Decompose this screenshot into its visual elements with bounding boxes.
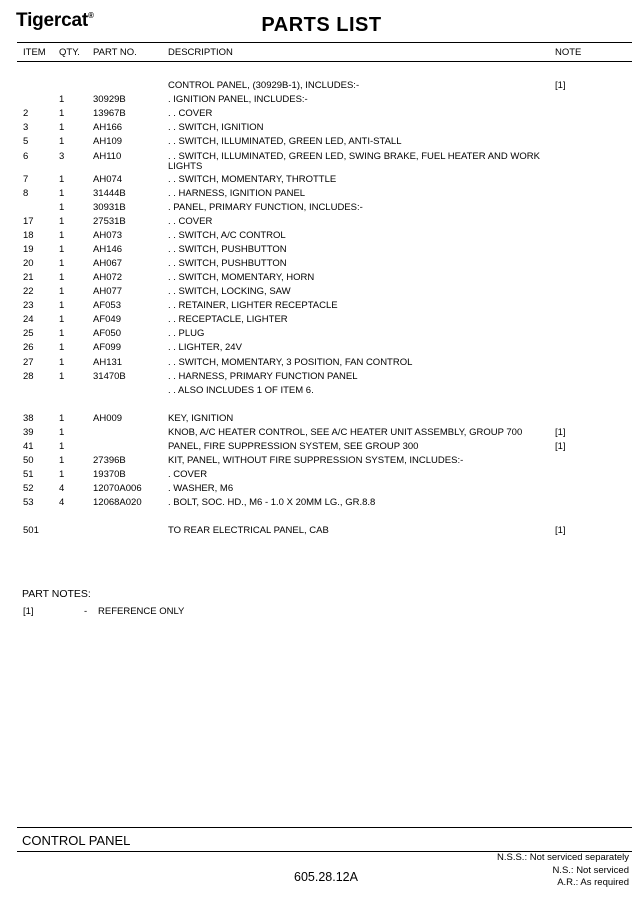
qty-cell: 1 — [59, 427, 65, 438]
item-cell: 27 — [23, 357, 34, 368]
description-cell: . . SWITCH, ILLUMINATED, GREEN LED, ANTI-STALL — [168, 136, 402, 147]
part-no-cell: 27396B — [93, 455, 126, 466]
item-cell: 20 — [23, 258, 34, 269]
part-no-cell: AH131 — [93, 357, 123, 368]
item-cell: 2 — [23, 108, 29, 119]
item-cell: 3 — [23, 122, 29, 133]
qty-cell: 1 — [59, 216, 65, 227]
item-cell: 24 — [23, 314, 34, 325]
item-cell: 7 — [23, 174, 29, 185]
description-cell: . IGNITION PANEL, INCLUDES:- — [168, 94, 308, 105]
column-header-item: ITEM — [23, 47, 46, 58]
description-cell: KIT, PANEL, WITHOUT FIRE SUPPRESSION SYSTEM, INCLUDES:- — [168, 455, 464, 466]
item-cell: 19 — [23, 244, 34, 255]
description-cell: CONTROL PANEL, (30929B-1), INCLUDES:- — [168, 80, 360, 91]
qty-cell: 1 — [59, 202, 65, 213]
part-no-cell: AF053 — [93, 300, 121, 311]
part-no-cell: 12070A006 — [93, 483, 142, 494]
column-header-note: NOTE — [555, 47, 582, 58]
legend-ar: A.R.: As required — [557, 877, 629, 888]
qty-cell: 1 — [59, 174, 65, 185]
item-cell: 51 — [23, 469, 34, 480]
qty-cell: 1 — [59, 230, 65, 241]
description-cell: . . COVER — [168, 108, 213, 119]
item-cell: 26 — [23, 342, 34, 353]
description-cell: . COVER — [168, 469, 208, 480]
part-no-cell: 13967B — [93, 108, 126, 119]
item-cell: 53 — [23, 497, 34, 508]
qty-cell: 1 — [59, 328, 65, 339]
qty-cell: 1 — [59, 94, 65, 105]
item-cell: 17 — [23, 216, 34, 227]
qty-cell: 1 — [59, 357, 65, 368]
qty-cell: 1 — [59, 244, 65, 255]
note-cell: [1] — [555, 441, 566, 452]
description-cell: . . PLUG — [168, 328, 205, 339]
table-header — [17, 42, 632, 62]
part-no-cell: AH110 — [93, 151, 122, 162]
description-cell: KNOB, A/C HEATER CONTROL, SEE A/C HEATER UNIT ASSEMBLY, GROUP 700 — [168, 427, 523, 438]
part-no-cell: AF099 — [93, 342, 121, 353]
item-cell: 28 — [23, 371, 34, 382]
description-cell: . . SWITCH, ILLUMINATED, GREEN LED, SWING BRAKE, FUEL HEATER AND WORK LIGHTS — [168, 151, 540, 172]
description-cell: TO REAR ELECTRICAL PANEL, CAB — [168, 525, 329, 536]
footer-box — [17, 827, 632, 852]
part-no-cell: AH067 — [93, 258, 123, 269]
description-cell: . . SWITCH, A/C CONTROL — [168, 230, 286, 241]
note-cell: [1] — [555, 80, 566, 91]
qty-cell: 1 — [59, 258, 65, 269]
item-cell: 41 — [23, 441, 34, 452]
column-header-qty: QTY. — [59, 47, 80, 58]
description-cell: . . RETAINER, LIGHTER RECEPTACLE — [168, 300, 338, 311]
part-no-cell: 19370B — [93, 469, 126, 480]
column-header-part-no: PART NO. — [93, 47, 137, 58]
qty-cell: 1 — [59, 314, 65, 325]
part-no-cell: AH072 — [93, 272, 123, 283]
qty-cell: 1 — [59, 300, 65, 311]
part-note-ref: [1] — [23, 606, 34, 617]
item-cell: 25 — [23, 328, 34, 339]
part-no-cell: AF050 — [93, 328, 121, 339]
qty-cell: 1 — [59, 455, 65, 466]
item-cell: 38 — [23, 413, 34, 424]
part-no-cell: AH077 — [93, 286, 123, 297]
qty-cell: 1 — [59, 342, 65, 353]
qty-cell: 4 — [59, 497, 65, 508]
description-cell: . WASHER, M6 — [168, 483, 234, 494]
item-cell: 501 — [23, 525, 39, 536]
logo-text: Tigercat — [16, 10, 88, 31]
qty-cell: 1 — [59, 108, 65, 119]
note-cell: [1] — [555, 525, 566, 536]
item-cell: 50 — [23, 455, 34, 466]
part-no-cell: AH009 — [93, 413, 123, 424]
description-cell: . . SWITCH, IGNITION — [168, 122, 264, 133]
registered-mark: ® — [87, 11, 94, 20]
abbreviation-legend — [497, 852, 629, 890]
qty-cell: 1 — [59, 371, 65, 382]
description-cell: PANEL, FIRE SUPPRESSION SYSTEM, SEE GROUP 300 — [168, 441, 419, 452]
qty-cell: 1 — [59, 122, 65, 133]
part-note-text: REFERENCE ONLY — [98, 606, 185, 617]
description-cell: . . HARNESS, PRIMARY FUNCTION PANEL — [168, 371, 358, 382]
description-cell: . BOLT, SOC. HD., M6 - 1.0 X 20MM LG., GR.8.8 — [168, 497, 376, 508]
description-cell: . . SWITCH, MOMENTARY, THROTTLE — [168, 174, 337, 185]
part-no-cell: AH166 — [93, 122, 123, 133]
description-cell: . . SWITCH, PUSHBUTTON — [168, 244, 287, 255]
note-cell: [1] — [555, 427, 566, 438]
part-no-cell: AH074 — [93, 174, 123, 185]
item-cell: 23 — [23, 300, 34, 311]
description-cell: KEY, IGNITION — [168, 413, 234, 424]
qty-cell: 1 — [59, 286, 65, 297]
item-cell: 21 — [23, 272, 34, 283]
description-cell: . PANEL, PRIMARY FUNCTION, INCLUDES:- — [168, 202, 363, 213]
qty-cell: 4 — [59, 483, 65, 494]
item-cell: 18 — [23, 230, 34, 241]
description-cell: . . SWITCH, LOCKING, SAW — [168, 286, 291, 297]
description-cell: . . SWITCH, MOMENTARY, 3 POSITION, FAN CONTROL — [168, 357, 413, 368]
legend-nss: N.S.S.: Not serviced separately — [497, 852, 629, 863]
item-cell: 52 — [23, 483, 34, 494]
qty-cell: 1 — [59, 413, 65, 424]
part-notes-title: PART NOTES: — [22, 588, 91, 600]
part-no-cell: AH109 — [93, 136, 123, 147]
part-no-cell: 12068A020 — [93, 497, 142, 508]
description-cell: . . HARNESS, IGNITION PANEL — [168, 188, 306, 199]
item-cell: 22 — [23, 286, 34, 297]
part-no-cell: 30931B — [93, 202, 126, 213]
legend-ns: N.S.: Not serviced — [552, 864, 629, 876]
description-cell: . . LIGHTER, 24V — [168, 342, 242, 353]
description-cell: . . COVER — [168, 216, 213, 227]
part-no-cell: AH073 — [93, 230, 123, 241]
item-cell: 6 — [23, 151, 29, 162]
qty-cell: 1 — [59, 188, 65, 199]
section-title: CONTROL PANEL — [22, 833, 131, 848]
part-no-cell: 31444B — [93, 188, 126, 199]
description-cell: . . SWITCH, MOMENTARY, HORN — [168, 272, 315, 283]
qty-cell: 1 — [59, 136, 65, 147]
description-cell: . . SWITCH, PUSHBUTTON — [168, 258, 287, 269]
part-note-dash: - — [84, 606, 88, 617]
part-no-cell: 31470B — [93, 371, 126, 382]
part-no-cell: 27531B — [93, 216, 126, 227]
part-no-cell: AH146 — [93, 244, 123, 255]
page-number: 605.28.12A — [294, 870, 358, 884]
qty-cell: 1 — [59, 469, 65, 480]
qty-cell: 3 — [59, 151, 65, 162]
column-header-description: DESCRIPTION — [168, 47, 233, 58]
description-cell: . . ALSO INCLUDES 1 OF ITEM 6. — [168, 385, 314, 396]
item-cell: 8 — [23, 188, 29, 199]
part-no-cell: AF049 — [93, 314, 121, 325]
qty-cell: 1 — [59, 441, 65, 452]
description-cell: . . RECEPTACLE, LIGHTER — [168, 314, 288, 325]
part-no-cell: 30929B — [93, 94, 126, 105]
item-cell: 5 — [23, 136, 29, 147]
page-title: PARTS LIST — [261, 14, 382, 36]
item-cell: 39 — [23, 427, 34, 438]
qty-cell: 1 — [59, 272, 65, 283]
